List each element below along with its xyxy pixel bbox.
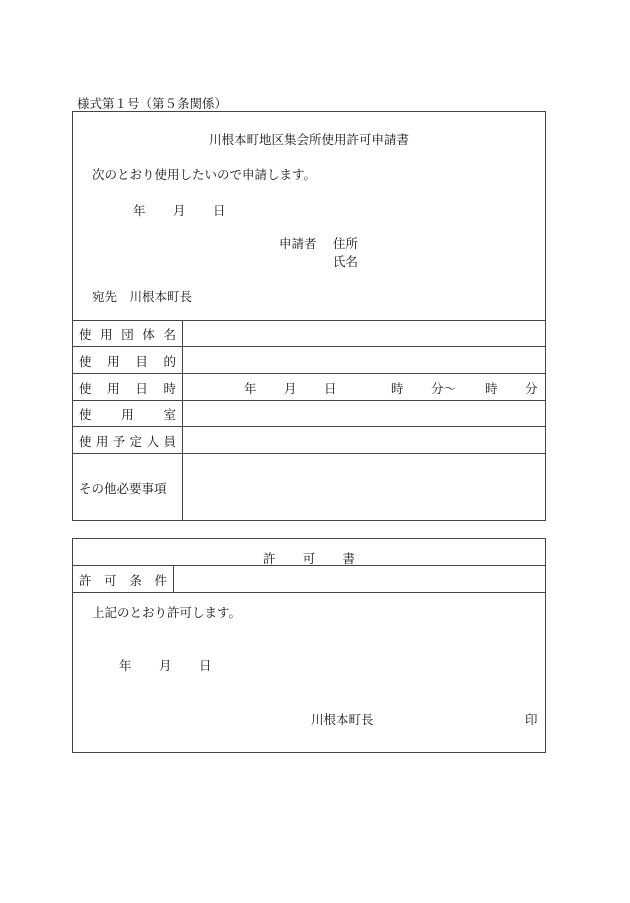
permit-issuer: 川根本町長 — [311, 712, 374, 727]
datetime-month: 月 — [284, 381, 297, 396]
application-date-day: 日 — [213, 203, 226, 218]
row-label-expected-people: 使 用 予 定 人 員 — [79, 434, 176, 449]
permit-date-year: 年 — [119, 658, 132, 673]
permit-statement: 上記のとおり許可します。 — [92, 605, 242, 620]
room-field[interactable] — [183, 401, 545, 426]
row-divider — [72, 373, 546, 374]
datetime-year: 年 — [244, 381, 257, 396]
form-number: 様式第１号（第５条関係） — [77, 96, 228, 111]
address-label: 住所 — [333, 236, 359, 251]
row-label-other: その他必要事項 — [79, 481, 167, 496]
expected-people-field[interactable] — [183, 427, 545, 453]
datetime-hour-start: 時 — [391, 381, 404, 396]
permit-conditions-field[interactable] — [174, 566, 545, 592]
other-field[interactable] — [183, 454, 545, 520]
permit-title: 許 可 書 — [263, 551, 355, 566]
seal-mark: 印 — [525, 712, 538, 727]
application-date-year: 年 — [133, 203, 146, 218]
row-label-room: 使 用 室 — [79, 407, 176, 422]
datetime-minute-end: 分 — [525, 381, 538, 396]
name-label: 氏名 — [333, 254, 359, 269]
datetime-minute-start: 分～ — [431, 381, 457, 396]
addressee: 宛先 川根本町長 — [92, 289, 193, 304]
applicant-label: 申請者 — [279, 236, 317, 251]
row-label-datetime: 使 用 日 時 — [79, 381, 176, 396]
application-intro: 次のとおり使用したいので申請します。 — [92, 167, 317, 182]
row-label-group-name: 使 用 団 体 名 — [79, 327, 176, 342]
purpose-field[interactable] — [183, 347, 545, 373]
datetime-day: 日 — [324, 381, 337, 396]
application-date-month: 月 — [173, 203, 186, 218]
permit-date-month: 月 — [159, 658, 172, 673]
permit-divider — [72, 592, 546, 593]
group-name-field[interactable] — [183, 321, 545, 346]
permit-conditions-label: 許 可 条 件 — [79, 573, 167, 588]
row-label-purpose: 使 用 目 的 — [79, 354, 176, 369]
permit-date-day: 日 — [199, 658, 212, 673]
application-title: 川根本町地区集会所使用許可申請書 — [208, 132, 409, 147]
datetime-hour-end: 時 — [485, 381, 498, 396]
